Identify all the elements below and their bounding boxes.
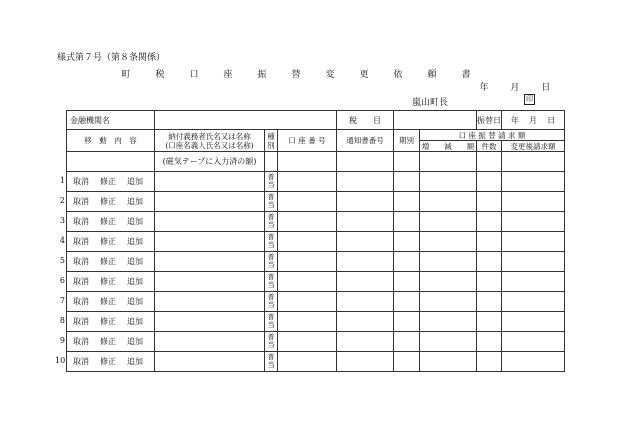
after-amount-cell[interactable] bbox=[502, 252, 565, 272]
cancel-option[interactable]: 取消 bbox=[73, 237, 89, 246]
request-date bbox=[470, 80, 560, 93]
after-amount-cell[interactable] bbox=[502, 172, 565, 192]
col-inc-dec: 増 減 額 bbox=[420, 141, 477, 152]
notice-number-cell[interactable] bbox=[337, 312, 394, 332]
form-number: 様式第７号（第８条関係） bbox=[57, 53, 166, 63]
modify-option[interactable]: 修正 bbox=[100, 297, 116, 306]
change-options bbox=[67, 272, 155, 292]
row-number: 2 bbox=[59, 196, 65, 205]
inc-dec-cell[interactable] bbox=[420, 312, 477, 332]
after-amount-cell[interactable] bbox=[502, 352, 565, 372]
add-option[interactable]: 追加 bbox=[127, 317, 143, 326]
inc-dec-cell[interactable] bbox=[420, 352, 477, 372]
change-options bbox=[67, 192, 155, 212]
count-cell[interactable] bbox=[477, 212, 502, 232]
count-cell[interactable] bbox=[477, 312, 502, 332]
account-number-cell[interactable] bbox=[278, 232, 337, 252]
period-cell[interactable] bbox=[394, 312, 420, 332]
modify-option[interactable]: 修正 bbox=[100, 357, 116, 366]
change-options bbox=[67, 212, 155, 232]
row-number: 5 bbox=[59, 256, 65, 265]
notice-number-cell[interactable] bbox=[337, 272, 394, 292]
bank-label: 金融機関名 bbox=[67, 111, 155, 130]
after-amount-cell[interactable] bbox=[502, 212, 565, 232]
add-option[interactable]: 追加 bbox=[127, 357, 143, 366]
inc-dec-cell[interactable] bbox=[420, 172, 477, 192]
cancel-option[interactable]: 取消 bbox=[73, 357, 89, 366]
document-title: 町 税 口 座 振 替 変 更 依 頼 書 bbox=[121, 70, 479, 80]
notice-number-cell[interactable] bbox=[337, 332, 394, 352]
modify-option[interactable]: 修正 bbox=[100, 277, 116, 286]
table-row bbox=[67, 212, 565, 232]
col-after: 変更後請求額 bbox=[502, 141, 565, 152]
account-type-cell[interactable]: 普 当 bbox=[265, 212, 278, 232]
modify-option[interactable]: 修正 bbox=[100, 197, 116, 206]
change-options bbox=[67, 252, 155, 272]
payer-name-cell[interactable] bbox=[155, 192, 265, 212]
account-number-cell[interactable] bbox=[278, 172, 337, 192]
add-option[interactable]: 追加 bbox=[127, 177, 143, 186]
table-row bbox=[67, 312, 565, 332]
account-type-cell[interactable]: 普 当 bbox=[265, 272, 278, 292]
inc-dec-cell[interactable] bbox=[420, 332, 477, 352]
count-cell[interactable] bbox=[477, 192, 502, 212]
cancel-option[interactable]: 取消 bbox=[73, 277, 89, 286]
change-options bbox=[67, 312, 155, 332]
account-type-cell[interactable]: 普 当 bbox=[265, 312, 278, 332]
count-cell[interactable] bbox=[477, 292, 502, 312]
note-text: (磁気テープに入力済の額) bbox=[155, 152, 265, 172]
add-option[interactable]: 追加 bbox=[127, 297, 143, 306]
period-cell[interactable] bbox=[394, 232, 420, 252]
col-count: 件数 bbox=[477, 141, 502, 152]
table-row bbox=[67, 252, 565, 272]
after-amount-cell[interactable] bbox=[502, 332, 565, 352]
date-year-label: 年 bbox=[479, 83, 489, 93]
period-cell[interactable] bbox=[394, 272, 420, 292]
cancel-option[interactable]: 取消 bbox=[73, 317, 89, 326]
count-cell[interactable] bbox=[477, 352, 502, 372]
inc-dec-cell[interactable] bbox=[420, 232, 477, 252]
notice-number-cell[interactable] bbox=[337, 292, 394, 312]
note-row bbox=[67, 152, 565, 172]
modify-option[interactable]: 修正 bbox=[100, 217, 116, 226]
row-number: 9 bbox=[59, 336, 65, 345]
period-cell[interactable] bbox=[394, 352, 420, 372]
add-option[interactable]: 追加 bbox=[127, 197, 143, 206]
after-amount-cell[interactable] bbox=[502, 232, 565, 252]
period-cell[interactable] bbox=[394, 212, 420, 232]
add-option[interactable]: 追加 bbox=[127, 257, 143, 266]
cancel-option[interactable]: 取消 bbox=[73, 257, 89, 266]
period-cell[interactable] bbox=[394, 292, 420, 312]
period-cell[interactable] bbox=[394, 172, 420, 192]
after-amount-cell[interactable] bbox=[502, 292, 565, 312]
cancel-option[interactable]: 取消 bbox=[73, 177, 89, 186]
account-type-cell[interactable]: 普 当 bbox=[265, 252, 278, 272]
period-cell[interactable] bbox=[394, 192, 420, 212]
row-number: 7 bbox=[59, 296, 65, 305]
modify-option[interactable]: 修正 bbox=[100, 317, 116, 326]
notice-number-cell[interactable] bbox=[337, 232, 394, 252]
header-row bbox=[67, 130, 565, 141]
bank-row bbox=[67, 111, 565, 130]
row-number: 4 bbox=[59, 236, 65, 245]
cancel-option[interactable]: 取消 bbox=[73, 297, 89, 306]
col-notice: 通知書番号 bbox=[337, 130, 394, 152]
col-type: 種 別 bbox=[265, 130, 278, 152]
row-number: 6 bbox=[59, 276, 65, 285]
payer-name-cell[interactable] bbox=[155, 172, 265, 192]
account-number-cell[interactable] bbox=[278, 212, 337, 232]
after-amount-cell[interactable] bbox=[502, 272, 565, 292]
inc-dec-cell[interactable] bbox=[420, 292, 477, 312]
col-period: 期別 bbox=[394, 130, 420, 152]
account-number-cell[interactable] bbox=[278, 292, 337, 312]
account-number-cell[interactable] bbox=[278, 272, 337, 292]
change-options bbox=[67, 172, 155, 192]
modify-option[interactable]: 修正 bbox=[100, 177, 116, 186]
table-row bbox=[67, 192, 565, 212]
bank-name-field[interactable] bbox=[155, 111, 337, 130]
modify-option[interactable]: 修正 bbox=[100, 237, 116, 246]
change-options bbox=[67, 352, 155, 372]
count-cell[interactable] bbox=[477, 172, 502, 192]
col-amount-group: 口 座 振 替 請 求 額 bbox=[420, 130, 565, 141]
transfer-day-label: 振替日 bbox=[477, 111, 502, 130]
add-option[interactable]: 追加 bbox=[127, 277, 143, 286]
change-options bbox=[67, 332, 155, 352]
inc-dec-cell[interactable] bbox=[420, 212, 477, 232]
after-amount-cell[interactable] bbox=[502, 192, 565, 212]
count-cell[interactable] bbox=[477, 332, 502, 352]
cancel-option[interactable]: 取消 bbox=[73, 337, 89, 346]
after-amount-cell[interactable] bbox=[502, 312, 565, 332]
account-number-cell[interactable] bbox=[278, 252, 337, 272]
col-change: 移 動 内 容 bbox=[67, 130, 155, 152]
table-row bbox=[67, 352, 565, 372]
account-type-cell[interactable]: 普 当 bbox=[265, 192, 278, 212]
period-cell[interactable] bbox=[394, 332, 420, 352]
inc-dec-cell[interactable] bbox=[420, 252, 477, 272]
table-row bbox=[67, 332, 565, 352]
cancel-option[interactable]: 取消 bbox=[73, 217, 89, 226]
table-row bbox=[67, 232, 565, 252]
col-name: 納付義務者氏名又は名称 (口座名義人氏名又は名称) bbox=[155, 130, 265, 152]
account-number-cell[interactable] bbox=[278, 312, 337, 332]
count-cell[interactable] bbox=[477, 232, 502, 252]
change-options bbox=[67, 292, 155, 312]
tax-label: 税 目 bbox=[337, 111, 394, 130]
payer-name-cell[interactable] bbox=[155, 332, 265, 352]
inc-dec-cell[interactable] bbox=[420, 272, 477, 292]
count-cell[interactable] bbox=[477, 252, 502, 272]
account-number-cell[interactable] bbox=[278, 332, 337, 352]
account-number-cell[interactable] bbox=[278, 192, 337, 212]
payer-name-cell[interactable] bbox=[155, 212, 265, 232]
account-type-cell[interactable]: 普 当 bbox=[265, 332, 278, 352]
notice-number-cell[interactable] bbox=[337, 252, 394, 272]
cancel-option[interactable]: 取消 bbox=[73, 197, 89, 206]
addressee: 嵐山町長 bbox=[412, 98, 449, 108]
row-number: 1 bbox=[59, 176, 65, 185]
add-option[interactable]: 追加 bbox=[127, 217, 143, 226]
notice-number-cell[interactable] bbox=[337, 172, 394, 192]
add-option[interactable]: 追加 bbox=[127, 237, 143, 246]
payer-name-cell[interactable] bbox=[155, 292, 265, 312]
payer-name-cell[interactable] bbox=[155, 232, 265, 252]
table-row bbox=[67, 172, 565, 192]
notice-number-cell[interactable] bbox=[337, 352, 394, 372]
row-number: 8 bbox=[59, 316, 65, 325]
account-type-cell[interactable]: 普 当 bbox=[265, 352, 278, 372]
table-row bbox=[67, 292, 565, 312]
period-cell[interactable] bbox=[394, 252, 420, 272]
tax-item-field[interactable] bbox=[394, 111, 477, 130]
modify-option[interactable]: 修正 bbox=[100, 337, 116, 346]
inc-dec-cell[interactable] bbox=[420, 192, 477, 212]
row-number: 10 bbox=[55, 356, 66, 365]
change-options bbox=[67, 232, 155, 252]
change-request-table bbox=[66, 110, 565, 372]
payer-name-cell[interactable] bbox=[155, 272, 265, 292]
date-month-label: 月 bbox=[510, 83, 520, 93]
table-row bbox=[67, 272, 565, 292]
account-type-cell[interactable]: 普 当 bbox=[265, 292, 278, 312]
account-type-cell[interactable]: 普 当 bbox=[265, 172, 278, 192]
notice-number-cell[interactable] bbox=[337, 212, 394, 232]
date-day-label: 日 bbox=[541, 83, 551, 93]
row-number: 3 bbox=[59, 216, 65, 225]
seal-mark: 印 bbox=[526, 95, 533, 103]
payer-name-cell[interactable] bbox=[155, 252, 265, 272]
notice-number-cell[interactable] bbox=[337, 192, 394, 212]
account-number-cell[interactable] bbox=[278, 352, 337, 372]
col-account: 口 座 番 号 bbox=[278, 130, 337, 152]
transfer-date-field[interactable]: 年 月 日 bbox=[502, 111, 565, 130]
payer-name-cell[interactable] bbox=[155, 312, 265, 332]
add-option[interactable]: 追加 bbox=[127, 337, 143, 346]
payer-name-cell[interactable] bbox=[155, 352, 265, 372]
account-type-cell[interactable]: 普 当 bbox=[265, 232, 278, 252]
modify-option[interactable]: 修正 bbox=[100, 257, 116, 266]
count-cell[interactable] bbox=[477, 272, 502, 292]
